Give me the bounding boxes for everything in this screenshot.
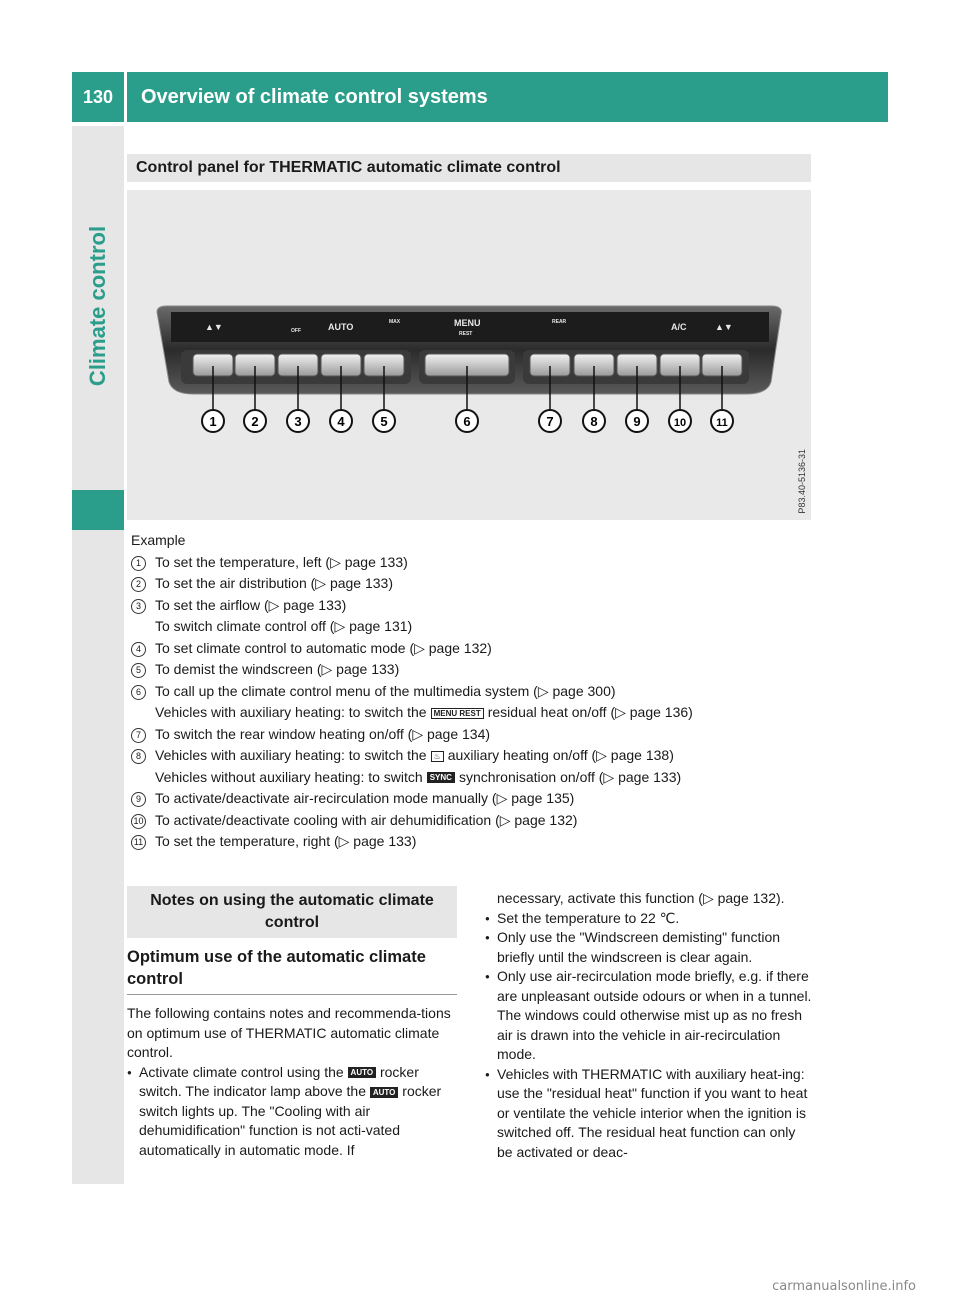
legend-item xyxy=(131,638,811,660)
key-symbol-icon: ♨ xyxy=(431,751,444,762)
legend-item xyxy=(131,595,811,617)
page-number: 130 xyxy=(72,72,124,122)
legend-text: To switch the rear window heating on/off (▷ page 134) xyxy=(155,725,491,742)
legend-item xyxy=(131,702,811,724)
bullet-text-3: rocker switch lights up. The "Cooling with air dehumidification" function is not acti-vated automatically in automatic mode. If xyxy=(139,1083,442,1158)
callout-number: 8 xyxy=(590,414,598,429)
panel-label-temp-left: ▲▼ xyxy=(205,322,223,332)
figure-code: P83.40-5136-31 xyxy=(797,449,807,514)
legend-text: Vehicles without auxiliary heating: to switch xyxy=(155,768,423,785)
legend-text: Vehicles with auxiliary heating: to switch the xyxy=(155,747,427,763)
legend-number: 6 xyxy=(131,685,146,700)
notes-bullet xyxy=(127,1063,457,1161)
legend-item xyxy=(131,810,811,832)
legend-item xyxy=(131,831,811,853)
legend-list xyxy=(131,530,811,853)
legend-text: synchronisation on/off (▷ page 133) xyxy=(458,768,682,785)
legend-number: 10 xyxy=(131,814,146,829)
watermark: carmanualsonline.info xyxy=(772,1279,916,1294)
legend-text: To set the temperature, left (▷ page 133) xyxy=(155,553,408,570)
right-column xyxy=(485,889,813,1162)
bullet-text-1: Activate climate control using the xyxy=(139,1063,344,1080)
legend-number: 4 xyxy=(131,642,146,657)
panel-label-off: OFF xyxy=(291,328,301,334)
legend-item xyxy=(131,681,811,703)
notes-bullet: ● Only use air-recirculation mode briefly, e.g. if there are unpleasant outside odours or when in a tunnel. The windows could otherwise mist up as no fresh air is drawn into the vehicle in air-recirculation mode. xyxy=(485,967,813,1065)
legend-text: To set the airflow (▷ page 133) xyxy=(155,596,347,613)
legend-item xyxy=(131,788,811,810)
legend-caption: Example xyxy=(131,532,186,548)
legend-item xyxy=(131,573,811,595)
callout-number: 7 xyxy=(546,414,554,429)
panel-label-auto: AUTO xyxy=(328,322,354,332)
legend-item xyxy=(131,745,811,767)
panel-label-ac: A/C xyxy=(671,322,687,332)
key-symbol-icon: SYNC xyxy=(427,772,455,783)
panel-label-menu: MENU xyxy=(454,318,481,328)
legend-text: To set the temperature, right (▷ page 133) xyxy=(155,833,417,849)
notes-continuation: necessary, activate this function (▷ page 132). xyxy=(497,890,785,906)
notes-heading: Notes on using the automatic climate control xyxy=(127,886,457,938)
legend-text: To call up the climate control menu of the multimedia system (▷ page 300) xyxy=(155,682,616,699)
section-heading: Control panel for THERMATIC automatic climate control xyxy=(127,154,811,182)
notes-bullet: ● Vehicles with THERMATIC with auxiliary heat-ing: use the "residual heat" function if you want to heat or ventilate the vehicle interior when the ignition is switched off. The residual heat function can only be activated or deac- xyxy=(485,1065,813,1163)
legend-number: 5 xyxy=(131,663,146,678)
bullet-text-2: rocker switch. The indicator lamp above the xyxy=(139,1063,419,1099)
callout-number: 6 xyxy=(463,414,471,429)
legend-number: 1 xyxy=(131,556,146,571)
legend-number: 11 xyxy=(131,835,146,850)
legend-text: residual heat on/off (▷ page 136) xyxy=(487,704,693,720)
legend-text: To set climate control to automatic mode (▷ page 132) xyxy=(155,639,492,656)
callout-number: 1 xyxy=(209,414,217,429)
legend-text: Vehicles with auxiliary heating: to switch the xyxy=(155,704,427,720)
legend-item xyxy=(131,552,811,574)
chapter-title: Overview of climate control systems xyxy=(127,72,888,122)
legend-text: To switch climate control off (▷ page 131) xyxy=(155,618,413,634)
notes-subheading: Optimum use of the automatic climate control xyxy=(127,948,426,988)
panel-label-max: MAX xyxy=(389,319,401,325)
legend-text: To activate/deactivate air-recirculation mode manually (▷ page 135) xyxy=(155,790,575,806)
legend-number: 3 xyxy=(131,599,146,614)
legend-item xyxy=(131,767,811,789)
notes-bullet: ● Set the temperature to 22 ℃. xyxy=(485,909,813,929)
callout-number: 11 xyxy=(716,417,728,429)
key-symbol-icon: MENU REST xyxy=(431,708,484,719)
legend-text: auxiliary heating on/off (▷ page 138) xyxy=(447,747,674,763)
left-column xyxy=(127,1004,457,1160)
notes-bullet: ● Only use the "Windscreen demisting" function briefly until the windscreen is clear again. xyxy=(485,928,813,967)
legend-item xyxy=(131,724,811,746)
notes-intro: The following contains notes and recommenda-tions on optimum use of THERMATIC automatic climate control. xyxy=(127,1005,451,1060)
callout-number: 4 xyxy=(337,414,345,429)
legend-number: 7 xyxy=(131,728,146,743)
legend-number: 8 xyxy=(131,749,146,764)
legend-item xyxy=(131,659,811,681)
callout-number: 9 xyxy=(633,414,641,429)
legend-number: 9 xyxy=(131,792,146,807)
side-tab-marker xyxy=(72,490,124,530)
legend-text: To set the air distribution (▷ page 133) xyxy=(155,575,394,591)
panel-label-rear: REAR xyxy=(552,319,567,325)
control-panel-figure xyxy=(127,190,811,520)
legend-text: To activate/deactivate cooling with air dehumidification (▷ page 132) xyxy=(155,811,578,828)
callout-number: 2 xyxy=(251,414,259,429)
panel-label-temp-right: ▲▼ xyxy=(715,322,733,332)
callout-number: 3 xyxy=(294,414,302,429)
legend-item xyxy=(131,616,811,638)
auto-key-icon: AUTO xyxy=(348,1067,377,1078)
side-tab xyxy=(72,126,124,486)
panel-label-rest: REST xyxy=(459,331,473,337)
side-tab-label: Climate control xyxy=(85,225,111,387)
auto-key-icon: AUTO xyxy=(370,1087,399,1098)
callout-number: 5 xyxy=(380,414,388,429)
divider xyxy=(127,994,457,995)
control-panel-illustration xyxy=(127,190,811,520)
legend-text: To demist the windscreen (▷ page 133) xyxy=(155,661,400,677)
legend-number: 2 xyxy=(131,577,146,592)
callout-number: 10 xyxy=(673,417,687,429)
